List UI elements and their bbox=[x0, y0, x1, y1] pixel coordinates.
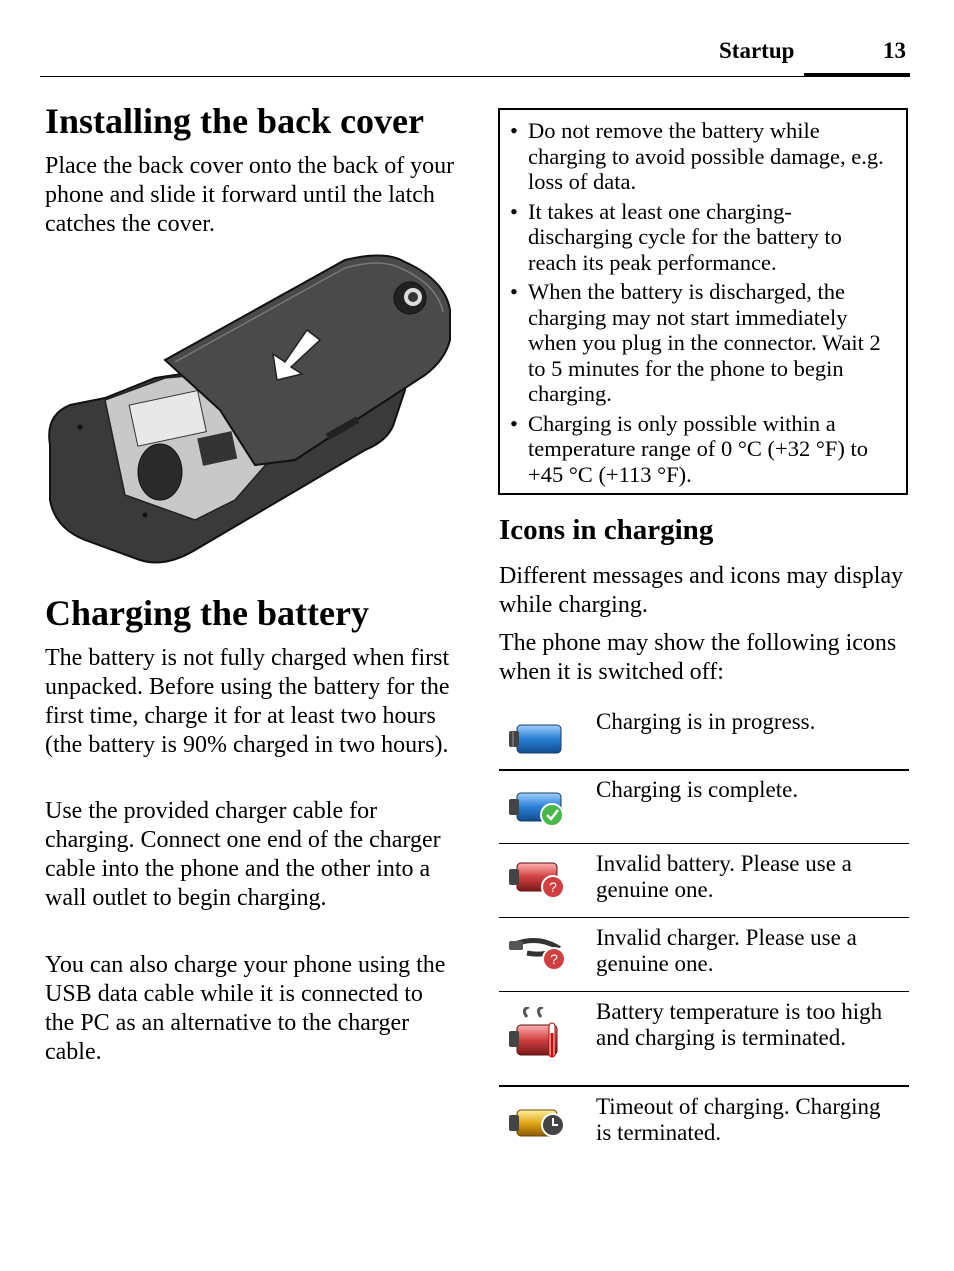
header-rule-accent bbox=[804, 73, 910, 77]
charging-timeout-icon bbox=[507, 1100, 567, 1148]
page-number: 13 bbox=[883, 38, 906, 63]
charging-notes-box bbox=[498, 108, 908, 495]
note-item: • Charging is only possible within a temperature range of 0 °C (+32 °F) to +45 °C (+113 °F). bbox=[508, 411, 896, 488]
phone-back-cover-illustration bbox=[45, 250, 455, 570]
running-header-section: Startup bbox=[719, 38, 795, 63]
back-cover-instructions: Place the back cover onto the back of your phone and slide it forward until the latch catches the cover. bbox=[45, 153, 455, 237]
charging-paragraph-1: The battery is not fully charged when first unpacked. Before using the battery for the first time, charge it for at least two hours (the battery is 90% charged in two hours). bbox=[45, 645, 450, 758]
battery-temperature-icon bbox=[507, 1007, 567, 1067]
charger-invalid-icon bbox=[507, 929, 567, 977]
row-divider bbox=[499, 769, 909, 771]
note-item: • When the battery is discharged, the charging may not start immediately when you plug in the connector. Wait 2 to 5 minutes for the phone to begin charging. bbox=[508, 279, 896, 407]
icon-row-text: Charging is complete. bbox=[596, 777, 799, 802]
battery-complete-icon bbox=[507, 783, 567, 831]
charging-paragraph-3: You can also charge your phone using the USB data cable while it is connected to the PC as an alternative to the charger cable. bbox=[45, 952, 446, 1065]
row-divider bbox=[499, 917, 909, 918]
note-item: • Do not remove the battery while charging to avoid possible damage, e.g. loss of data. bbox=[508, 118, 896, 195]
row-divider bbox=[499, 991, 909, 992]
icon-row-text: Battery temperature is too high and charging is terminated. bbox=[596, 999, 883, 1050]
heading-charging-battery: Charging the battery bbox=[45, 593, 369, 633]
icon-row-text: Invalid charger. Please use a genuine one. bbox=[596, 925, 857, 976]
icon-row-text: Timeout of charging. Charging is terminated. bbox=[596, 1094, 881, 1145]
charging-paragraph-2: Use the provided charger cable for charging. Connect one end of the charger cable into the phone and the other into a wall outlet to begin charging. bbox=[45, 798, 441, 911]
svg-text:?: ? bbox=[550, 951, 558, 967]
heading-icons-in-charging: Icons in charging bbox=[499, 514, 714, 546]
svg-text:?: ? bbox=[549, 879, 557, 895]
icon-row-text: Invalid battery. Please use a genuine one. bbox=[596, 851, 852, 902]
icons-intro-2: The phone may show the following icons when it is switched off: bbox=[499, 630, 897, 685]
row-divider bbox=[499, 843, 909, 844]
battery-invalid-icon bbox=[507, 855, 567, 903]
note-item: • It takes at least one charging-discharging cycle for the battery to reach its peak performance. bbox=[508, 199, 896, 276]
battery-charging-icon bbox=[507, 715, 567, 763]
icons-intro-1: Different messages and icons may display while charging. bbox=[499, 563, 904, 618]
row-divider bbox=[499, 1085, 909, 1087]
header-rule bbox=[40, 76, 910, 77]
icon-row-text: Charging is in progress. bbox=[596, 709, 816, 734]
heading-installing-back-cover: Installing the back cover bbox=[45, 101, 425, 141]
